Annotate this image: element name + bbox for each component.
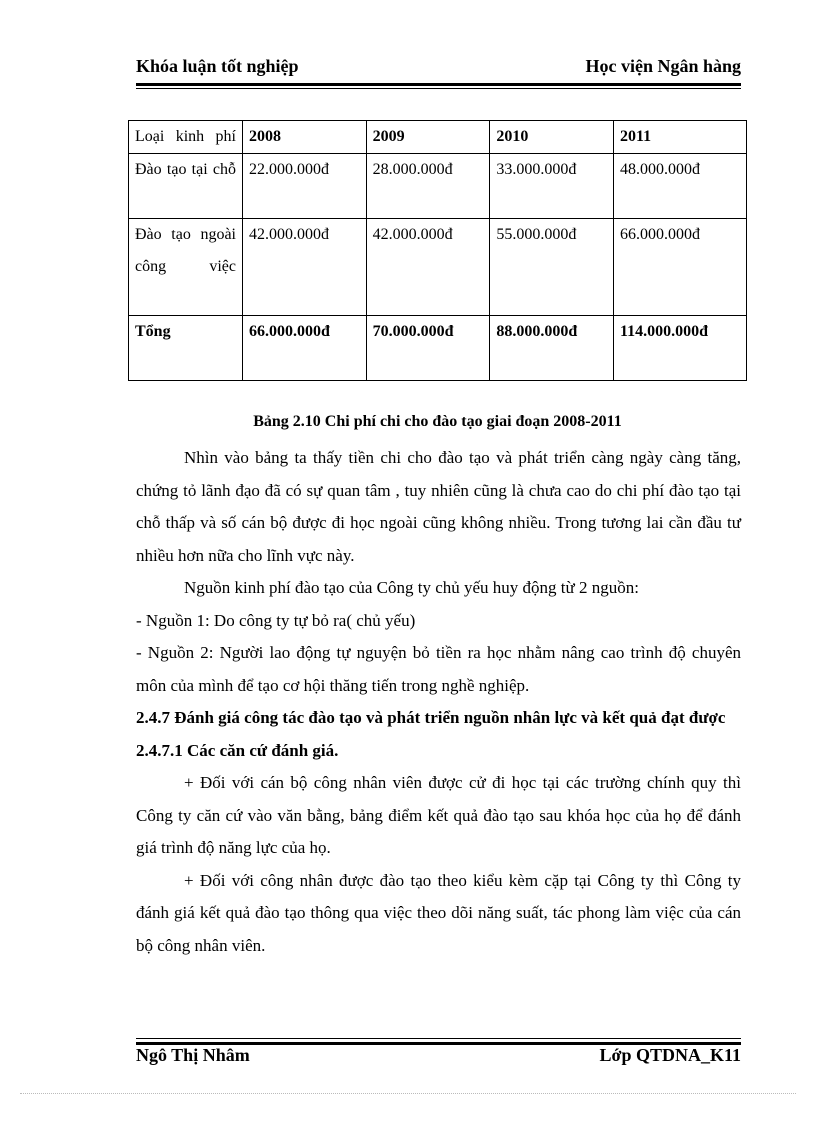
- footer-rule-thin: [136, 1038, 741, 1039]
- table-cell: 66.000.000đ: [243, 316, 367, 381]
- table-cell-label: Tổng: [129, 316, 243, 381]
- table-header-row: [129, 121, 747, 154]
- table-cell: 55.000.000đ: [490, 219, 614, 316]
- table-row: [129, 154, 747, 219]
- page-header: [136, 56, 741, 77]
- table-cell: 42.000.000đ: [366, 219, 490, 316]
- table-cell-label: Đào tạo ngoài công việc: [129, 219, 243, 316]
- table-cell: 28.000.000đ: [366, 154, 490, 219]
- table-header-cell: 2010: [490, 121, 614, 154]
- paragraph: + Đối với công nhân được đào tạo theo kiểu kèm cặp tại Công ty thì Công ty đánh giá kết quả đào tạo thông qua việc theo dõi năng suất, tác phong làm việc của cán bộ công nhân viên.: [136, 870, 741, 955]
- page-footer: [136, 1045, 741, 1066]
- list-item: - Nguồn 2: Người lao động tự nguyện bỏ tiền ra học nhằm nâng cao trình độ chuyên môn của mình để tạo cơ hội thăng tiến trong nghề nghiệp.: [136, 643, 741, 695]
- header-thesis-title: Khóa luận tốt nghiệp: [136, 56, 299, 76]
- body-text: [136, 442, 741, 962]
- header-rule-thin: [136, 88, 741, 89]
- table-cell: 48.000.000đ: [613, 154, 746, 219]
- table-cell-label: Đào tạo tại chỗ: [129, 154, 243, 219]
- list-item: - Nguồn 1: Do công ty tự bỏ ra( chủ yếu): [136, 610, 416, 630]
- paragraph: Nguồn kinh phí đào tạo của Công ty chủ yếu huy động từ 2 nguồn:: [184, 578, 639, 597]
- footer-class: Lớp QTDNA_K11: [599, 1045, 741, 1065]
- table-caption: Bảng 2.10 Chi phí chi cho đào tạo giai đoạn 2008-2011: [253, 413, 622, 430]
- header-institution: Học viện Ngân hàng: [585, 56, 741, 76]
- page-edge-divider: [20, 1093, 796, 1094]
- table-cell: 33.000.000đ: [490, 154, 614, 219]
- subsection-heading: 2.4.7.1 Các căn cứ đánh giá.: [136, 740, 339, 760]
- table-row: [129, 219, 747, 316]
- table-cell: 114.000.000đ: [613, 316, 746, 381]
- paragraph: + Đối với cán bộ công nhân viên được cử đi học tại các trường chính quy thì Công ty căn cứ vào văn bằng, bảng điểm kết quả đào tạo sau khóa học của họ để đánh giá trình độ năng lực của họ.: [136, 773, 741, 857]
- table-cell: 88.000.000đ: [490, 316, 614, 381]
- table-header-cell: 2011: [613, 121, 746, 154]
- table-total-row: [129, 316, 747, 381]
- table-cell: 22.000.000đ: [243, 154, 367, 219]
- footer-author: Ngô Thị Nhâm: [136, 1045, 250, 1065]
- table-cell: 42.000.000đ: [243, 219, 367, 316]
- table-header-cell: 2009: [366, 121, 490, 154]
- training-cost-table: [128, 120, 747, 381]
- table-header-cell: Loại kinh phí: [129, 121, 243, 154]
- section-heading: 2.4.7 Đánh giá công tác đào tạo và phát triển nguồn nhân lực và kết quả đạt được: [136, 708, 726, 727]
- header-rule: [136, 83, 741, 86]
- paragraph: Nhìn vào bảng ta thấy tiền chi cho đào tạo và phát triển càng ngày càng tăng, chứng tỏ lãnh đạo đã có sự quan tâm , tuy nhiên cũng là chưa cao do chi phí đào tạo tại chỗ thấp và số cán bộ được đi học ngoài cũng không nhiều. Trong tương lai cần đầu tư nhiều hơn nữa cho lĩnh vực này.: [136, 448, 741, 565]
- table-cell: 70.000.000đ: [366, 316, 490, 381]
- table-header-cell: 2008: [243, 121, 367, 154]
- table-cell: 66.000.000đ: [613, 219, 746, 316]
